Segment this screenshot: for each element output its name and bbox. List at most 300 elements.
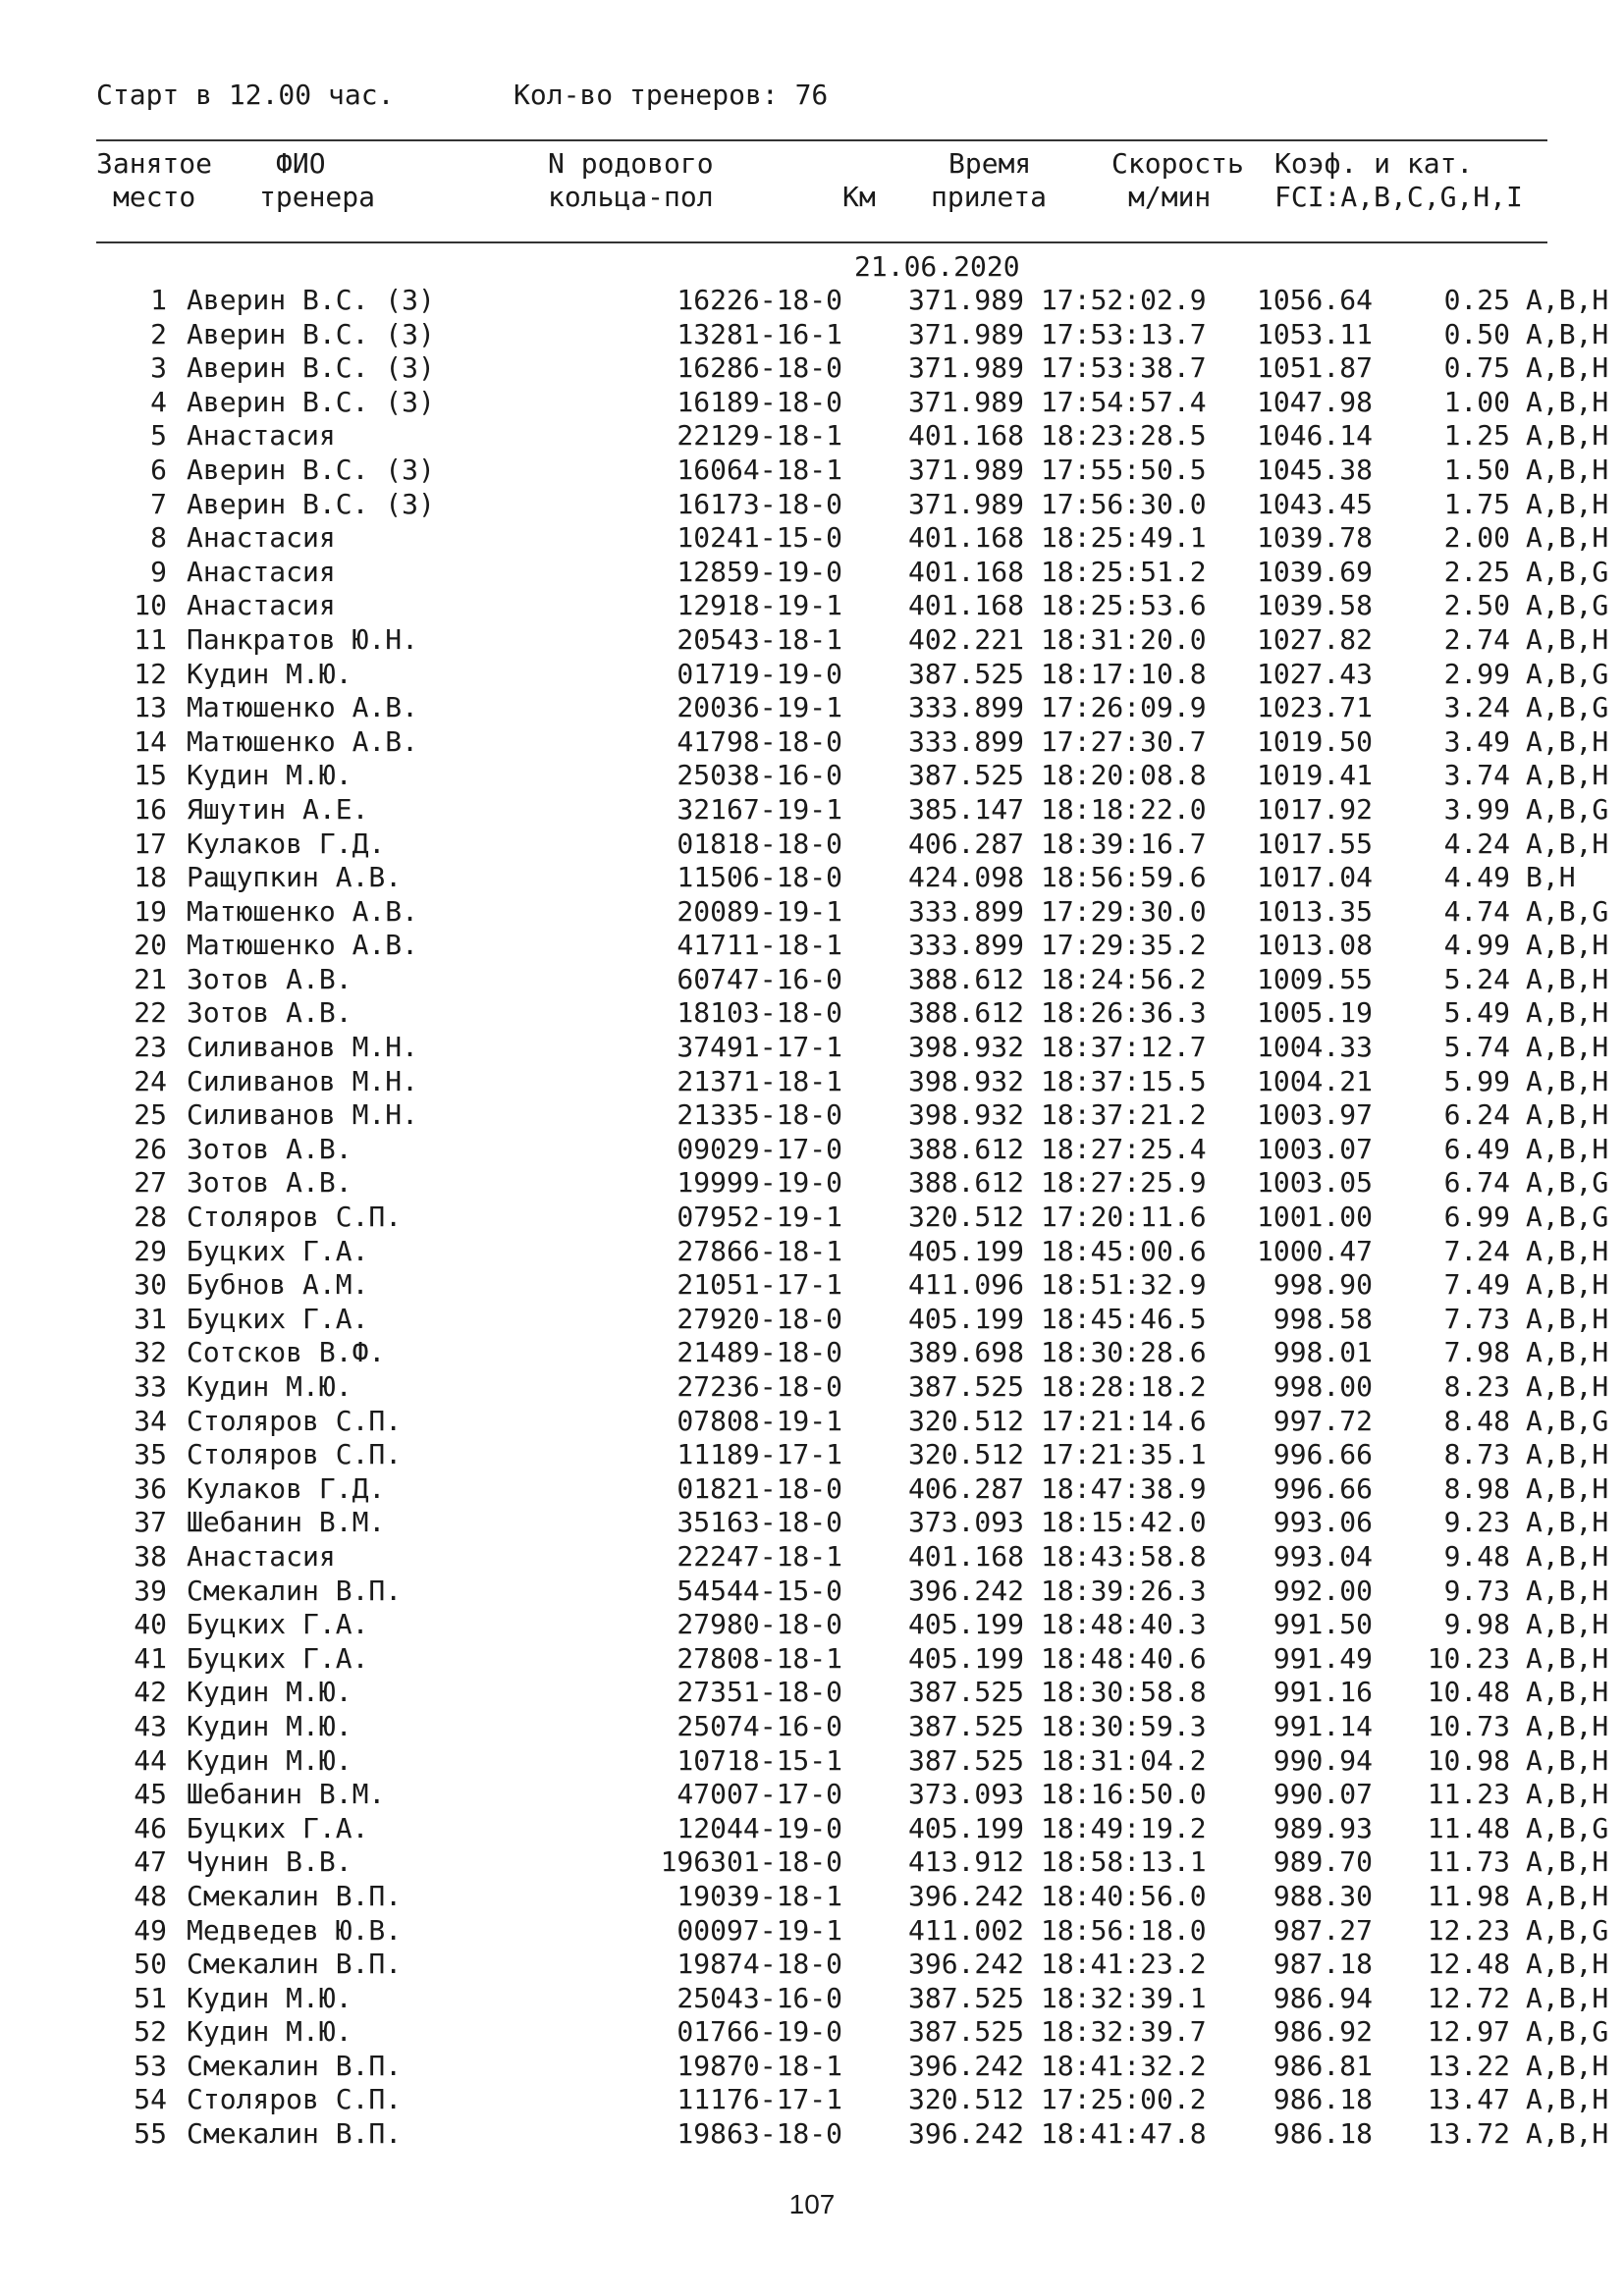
category-cell: A,B,G bbox=[1526, 1404, 1609, 1437]
speed-cell: 1039.58 bbox=[1256, 589, 1373, 622]
coefficient-cell: 11.23 bbox=[1427, 1778, 1510, 1811]
table-row bbox=[96, 1404, 1609, 1439]
distance-km-cell: 387.525 bbox=[907, 1676, 1024, 1709]
table-row bbox=[96, 1268, 1609, 1303]
speed-cell: 1047.98 bbox=[1256, 385, 1373, 418]
trainer-name-cell: Столяров С.П. bbox=[187, 1438, 403, 1471]
place-cell: 7 bbox=[150, 487, 167, 520]
speed-cell: 988.30 bbox=[1272, 1879, 1373, 1912]
ring-number-cell: 09029-17-0 bbox=[677, 1132, 842, 1165]
trainer-name-cell: Анастасия bbox=[187, 1539, 336, 1573]
place-cell: 44 bbox=[134, 1743, 167, 1777]
ring-number-cell: 01766-19-0 bbox=[677, 2015, 842, 2049]
speed-cell: 986.94 bbox=[1272, 1981, 1373, 2014]
trainer-name-cell: Аверин В.С. (З) bbox=[187, 453, 435, 486]
arrival-time-cell: 18:40:56.0 bbox=[1041, 1879, 1207, 1912]
coefficient-cell: 5.74 bbox=[1443, 1031, 1510, 1064]
category-cell: A,B,G bbox=[1526, 1201, 1609, 1234]
distance-km-cell: 371.989 bbox=[907, 351, 1024, 385]
category-cell: A,B,G bbox=[1526, 894, 1609, 928]
category-cell: A,B,H bbox=[1526, 1743, 1609, 1777]
arrival-time-cell: 18:23:28.5 bbox=[1041, 419, 1207, 453]
place-cell: 28 bbox=[134, 1201, 167, 1234]
place-cell: 5 bbox=[150, 419, 167, 453]
trainer-name-cell: Смекалин В.П. bbox=[187, 2049, 403, 2082]
trainer-name-cell: Ращупкин А.В. bbox=[187, 861, 403, 894]
place-cell: 38 bbox=[134, 1539, 167, 1573]
coefficient-cell: 8.48 bbox=[1443, 1404, 1510, 1437]
ring-number-cell: 35163-18-0 bbox=[677, 1506, 842, 1539]
ring-number-cell: 27351-18-0 bbox=[677, 1676, 842, 1709]
trainer-name-cell: Аверин В.С. (З) bbox=[187, 385, 435, 418]
speed-cell: 998.90 bbox=[1272, 1268, 1373, 1302]
distance-km-cell: 396.242 bbox=[907, 1879, 1024, 1912]
arrival-time-cell: 17:29:30.0 bbox=[1041, 894, 1207, 928]
arrival-time-cell: 18:30:58.8 bbox=[1041, 1676, 1207, 1709]
speed-cell: 1004.21 bbox=[1256, 1064, 1373, 1097]
place-cell: 41 bbox=[134, 1641, 167, 1675]
arrival-time-cell: 18:15:42.0 bbox=[1041, 1506, 1207, 1539]
arrival-time-cell: 18:31:04.2 bbox=[1041, 1743, 1207, 1777]
category-cell: A,B,H bbox=[1526, 453, 1609, 486]
arrival-time-cell: 18:41:23.2 bbox=[1041, 1948, 1207, 1981]
coefficient-cell: 13.47 bbox=[1427, 2083, 1510, 2116]
ring-number-cell: 11176-17-1 bbox=[677, 2083, 842, 2116]
distance-km-cell: 405.199 bbox=[907, 1234, 1024, 1267]
category-cell: A,B,H bbox=[1526, 419, 1609, 453]
distance-km-cell: 333.899 bbox=[907, 691, 1024, 724]
distance-km-cell: 373.093 bbox=[907, 1506, 1024, 1539]
speed-cell: 1017.92 bbox=[1256, 792, 1373, 826]
ring-number-cell: 01818-18-0 bbox=[677, 827, 842, 860]
category-cell: A,B,H bbox=[1526, 351, 1609, 385]
table-row bbox=[96, 861, 1576, 895]
col-place-line2: место bbox=[113, 181, 196, 213]
table-row bbox=[96, 1981, 1609, 2016]
trainer-name-cell: Силиванов М.Н. bbox=[187, 1098, 419, 1132]
col-place-line1: Занятое bbox=[96, 147, 213, 180]
ring-number-cell: 16226-18-0 bbox=[677, 284, 842, 316]
arrival-time-cell: 18:41:47.8 bbox=[1041, 2117, 1207, 2151]
coefficient-cell: 4.99 bbox=[1443, 929, 1510, 962]
category-cell: A,B,H bbox=[1526, 1608, 1609, 1641]
speed-cell: 1017.04 bbox=[1256, 861, 1373, 894]
arrival-time-cell: 18:27:25.4 bbox=[1041, 1132, 1207, 1165]
table-row bbox=[96, 2117, 1609, 2152]
arrival-time-cell: 18:26:36.3 bbox=[1041, 996, 1207, 1030]
arrival-time-cell: 18:24:56.2 bbox=[1041, 962, 1207, 995]
place-cell: 37 bbox=[134, 1506, 167, 1539]
place-cell: 29 bbox=[134, 1234, 167, 1267]
place-cell: 9 bbox=[150, 555, 167, 588]
speed-cell: 1019.41 bbox=[1256, 759, 1373, 792]
category-cell: A,B,H bbox=[1526, 317, 1609, 350]
coefficient-cell: 1.00 bbox=[1443, 385, 1510, 418]
ring-number-cell: 19874-18-0 bbox=[677, 1948, 842, 1981]
speed-cell: 1013.08 bbox=[1256, 929, 1373, 962]
coefficient-cell: 9.73 bbox=[1443, 1574, 1510, 1607]
coefficient-cell: 5.99 bbox=[1443, 1064, 1510, 1097]
place-cell: 3 bbox=[150, 351, 167, 385]
column-headers bbox=[96, 147, 1569, 226]
place-cell: 31 bbox=[134, 1302, 167, 1335]
category-cell: B,H bbox=[1526, 861, 1576, 894]
speed-cell: 1001.00 bbox=[1256, 1201, 1373, 1234]
trainer-name-cell: Анастасия bbox=[187, 589, 336, 622]
speed-cell: 998.00 bbox=[1272, 1370, 1373, 1403]
col-ring-line2: кольца-пол bbox=[548, 181, 714, 213]
place-cell: 52 bbox=[134, 2015, 167, 2049]
arrival-time-cell: 17:27:30.7 bbox=[1041, 724, 1207, 758]
coefficient-cell: 9.48 bbox=[1443, 1539, 1510, 1573]
category-cell: A,B,H bbox=[1526, 1268, 1609, 1302]
distance-km-cell: 333.899 bbox=[907, 929, 1024, 962]
arrival-time-cell: 18:25:49.1 bbox=[1041, 521, 1207, 555]
place-cell: 2 bbox=[150, 317, 167, 350]
ring-number-cell: 16173-18-0 bbox=[677, 487, 842, 520]
category-cell: A,B,H bbox=[1526, 1948, 1609, 1981]
distance-km-cell: 387.525 bbox=[907, 1981, 1024, 2014]
table-row bbox=[96, 284, 1609, 318]
category-cell: A,B,G bbox=[1526, 1811, 1609, 1844]
table-row bbox=[96, 1743, 1609, 1779]
trainer-name-cell: Яшутин А.Е. bbox=[187, 792, 369, 826]
distance-km-cell: 411.096 bbox=[907, 1268, 1024, 1302]
col-name-line2: тренера bbox=[259, 181, 376, 213]
arrival-time-cell: 17:52:02.9 bbox=[1041, 284, 1207, 316]
trainer-name-cell: Матюшенко А.В. bbox=[187, 929, 419, 962]
ring-number-cell: 22247-18-1 bbox=[677, 1539, 842, 1573]
distance-km-cell: 406.287 bbox=[907, 1471, 1024, 1505]
trainer-name-cell: Матюшенко А.В. bbox=[187, 724, 419, 758]
ring-number-cell: 07808-19-1 bbox=[677, 1404, 842, 1437]
page-number: 107 bbox=[788, 2189, 836, 2219]
coefficient-cell: 9.23 bbox=[1443, 1506, 1510, 1539]
arrival-time-cell: 18:27:25.9 bbox=[1041, 1166, 1207, 1200]
trainer-name-cell: Буцких Г.А. bbox=[187, 1302, 369, 1335]
ring-number-cell: 13281-16-1 bbox=[677, 317, 842, 350]
table-row bbox=[96, 1064, 1609, 1099]
speed-cell: 990.07 bbox=[1272, 1778, 1373, 1811]
category-cell: A,B,H bbox=[1526, 1132, 1609, 1165]
distance-km-cell: 373.093 bbox=[907, 1778, 1024, 1811]
category-cell: A,B,H bbox=[1526, 929, 1609, 962]
coefficient-cell: 3.99 bbox=[1443, 792, 1510, 826]
ring-number-cell: 00097-19-1 bbox=[677, 1913, 842, 1947]
coefficient-cell: 0.50 bbox=[1443, 317, 1510, 350]
category-cell: A,B,H bbox=[1526, 521, 1609, 555]
table-row bbox=[96, 351, 1609, 386]
category-cell: A,B,H bbox=[1526, 1676, 1609, 1709]
speed-cell: 986.81 bbox=[1272, 2049, 1373, 2082]
coefficient-cell: 1.75 bbox=[1443, 487, 1510, 520]
table-row bbox=[96, 792, 1609, 828]
speed-cell: 990.94 bbox=[1272, 1743, 1373, 1777]
col-name-line1: ФИО bbox=[276, 147, 326, 180]
ring-number-cell: 27866-18-1 bbox=[677, 1234, 842, 1267]
place-cell: 1 bbox=[150, 284, 167, 316]
table-row bbox=[96, 1845, 1609, 1880]
place-cell: 35 bbox=[134, 1438, 167, 1471]
table-row bbox=[96, 827, 1609, 862]
speed-cell: 1053.11 bbox=[1256, 317, 1373, 350]
trainer-name-cell: Смекалин В.П. bbox=[187, 1879, 403, 1912]
speed-cell: 993.06 bbox=[1272, 1506, 1373, 1539]
table-row bbox=[96, 1608, 1609, 1642]
coefficient-cell: 2.74 bbox=[1443, 622, 1510, 656]
coefficient-cell: 3.74 bbox=[1443, 759, 1510, 792]
distance-km-cell: 388.612 bbox=[907, 1132, 1024, 1165]
start-time: Старт в 12.00 час. bbox=[96, 79, 395, 111]
table-row bbox=[96, 759, 1609, 793]
trainer-name-cell: Зотов А.В. bbox=[187, 996, 352, 1030]
coefficient-cell: 8.98 bbox=[1443, 1471, 1510, 1505]
table-row bbox=[96, 1948, 1609, 1982]
arrival-time-cell: 18:56:18.0 bbox=[1041, 1913, 1207, 1947]
speed-cell: 1009.55 bbox=[1256, 962, 1373, 995]
coefficient-cell: 10.73 bbox=[1427, 1709, 1510, 1742]
place-cell: 49 bbox=[134, 1913, 167, 1947]
coefficient-cell: 2.99 bbox=[1443, 657, 1510, 690]
arrival-time-cell: 18:43:58.8 bbox=[1041, 1539, 1207, 1573]
ring-number-cell: 07952-19-1 bbox=[677, 1201, 842, 1234]
trainer-name-cell: Силиванов М.Н. bbox=[187, 1031, 419, 1064]
speed-cell: 986.18 bbox=[1272, 2083, 1373, 2116]
trainer-name-cell: Кудин М.Ю. bbox=[187, 759, 352, 792]
speed-cell: 1027.43 bbox=[1256, 657, 1373, 690]
table-row bbox=[96, 894, 1609, 930]
place-cell: 10 bbox=[134, 589, 167, 622]
coefficient-cell: 12.97 bbox=[1427, 2015, 1510, 2049]
table-row bbox=[96, 1234, 1609, 1269]
speed-cell: 991.50 bbox=[1272, 1608, 1373, 1641]
arrival-time-cell: 18:39:16.7 bbox=[1041, 827, 1207, 860]
coefficient-cell: 6.24 bbox=[1443, 1098, 1510, 1132]
ring-number-cell: 19999-19-0 bbox=[677, 1166, 842, 1200]
speed-cell: 996.66 bbox=[1272, 1471, 1373, 1505]
ring-number-cell: 20036-19-1 bbox=[677, 691, 842, 724]
ring-number-cell: 20089-19-1 bbox=[677, 894, 842, 928]
distance-km-cell: 398.932 bbox=[907, 1064, 1024, 1097]
trainer-name-cell: Смекалин В.П. bbox=[187, 1948, 403, 1981]
speed-cell: 1003.07 bbox=[1256, 1132, 1373, 1165]
trainer-name-cell: Аверин В.С. (З) bbox=[187, 487, 435, 520]
distance-km-cell: 388.612 bbox=[907, 996, 1024, 1030]
ring-number-cell: 41798-18-0 bbox=[677, 724, 842, 758]
table-row bbox=[96, 555, 1609, 590]
coefficient-cell: 7.24 bbox=[1443, 1234, 1510, 1267]
coefficient-cell: 13.22 bbox=[1427, 2049, 1510, 2082]
place-cell: 34 bbox=[134, 1404, 167, 1437]
table-row bbox=[96, 1438, 1609, 1472]
speed-cell: 1003.05 bbox=[1256, 1166, 1373, 1200]
distance-km-cell: 401.168 bbox=[907, 1539, 1024, 1573]
place-cell: 15 bbox=[134, 759, 167, 792]
ring-number-cell: 19870-18-1 bbox=[677, 2049, 842, 2082]
distance-km-cell: 320.512 bbox=[907, 1404, 1024, 1437]
ring-number-cell: 32167-19-1 bbox=[677, 792, 842, 826]
col-coef-line1: Коэф. и кат. bbox=[1274, 147, 1474, 180]
ring-number-cell: 27236-18-0 bbox=[677, 1370, 842, 1403]
distance-km-cell: 388.612 bbox=[907, 962, 1024, 995]
table-row bbox=[96, 1166, 1609, 1201]
coefficient-cell: 8.73 bbox=[1443, 1438, 1510, 1471]
arrival-time-cell: 18:49:19.2 bbox=[1041, 1811, 1207, 1844]
table-row bbox=[96, 1506, 1609, 1540]
place-cell: 8 bbox=[150, 521, 167, 555]
place-cell: 20 bbox=[134, 929, 167, 962]
ring-number-cell: 21051-17-1 bbox=[677, 1268, 842, 1302]
coefficient-cell: 10.98 bbox=[1427, 1743, 1510, 1777]
coefficient-cell: 2.00 bbox=[1443, 521, 1510, 555]
speed-cell: 986.92 bbox=[1272, 2015, 1373, 2049]
category-cell: A,B,H bbox=[1526, 827, 1609, 860]
table-row bbox=[96, 419, 1609, 454]
col-km: Км bbox=[842, 181, 876, 213]
table-row bbox=[96, 1336, 1609, 1370]
race-date: 21.06.2020 bbox=[854, 250, 1020, 283]
place-cell: 14 bbox=[134, 724, 167, 758]
trainer-name-cell: Кудин М.Ю. bbox=[187, 1370, 352, 1403]
category-cell: A,B,G bbox=[1526, 2015, 1609, 2049]
category-cell: A,B,H bbox=[1526, 1641, 1609, 1675]
table-row bbox=[96, 1098, 1609, 1133]
category-cell: A,B,G bbox=[1526, 555, 1609, 588]
arrival-time-cell: 18:45:00.6 bbox=[1041, 1234, 1207, 1267]
arrival-time-cell: 18:25:53.6 bbox=[1041, 589, 1207, 622]
trainer-name-cell: Панкратов Ю.Н. bbox=[187, 622, 419, 656]
ring-number-cell: 25074-16-0 bbox=[677, 1709, 842, 1742]
coefficient-cell: 6.49 bbox=[1443, 1132, 1510, 1165]
trainer-name-cell: Столяров С.П. bbox=[187, 1404, 403, 1437]
category-cell: A,B,H bbox=[1526, 2049, 1609, 2082]
distance-km-cell: 396.242 bbox=[907, 1574, 1024, 1607]
arrival-time-cell: 17:29:35.2 bbox=[1041, 929, 1207, 962]
place-cell: 32 bbox=[134, 1336, 167, 1369]
distance-km-cell: 387.525 bbox=[907, 2015, 1024, 2049]
ring-number-cell: 41711-18-1 bbox=[677, 929, 842, 962]
distance-km-cell: 387.525 bbox=[907, 1743, 1024, 1777]
table-row bbox=[96, 1778, 1609, 1812]
ring-number-cell: 16064-18-1 bbox=[677, 453, 842, 486]
speed-cell: 1005.19 bbox=[1256, 996, 1373, 1030]
category-cell: A,B,H bbox=[1526, 1471, 1609, 1505]
place-cell: 46 bbox=[134, 1811, 167, 1844]
coefficient-cell: 10.23 bbox=[1427, 1641, 1510, 1675]
trainer-name-cell: Анастасия bbox=[187, 419, 336, 453]
table-row bbox=[96, 1201, 1609, 1235]
ring-number-cell: 27808-18-1 bbox=[677, 1641, 842, 1675]
coefficient-cell: 0.25 bbox=[1443, 284, 1510, 316]
category-cell: A,B,G bbox=[1526, 691, 1609, 724]
coefficient-cell: 3.24 bbox=[1443, 691, 1510, 724]
table-row bbox=[96, 622, 1609, 658]
ring-number-cell: 60747-16-0 bbox=[677, 962, 842, 995]
table-row bbox=[96, 2083, 1609, 2117]
distance-km-cell: 405.199 bbox=[907, 1811, 1024, 1844]
place-cell: 21 bbox=[134, 962, 167, 995]
table-row bbox=[96, 1709, 1609, 1744]
distance-km-cell: 405.199 bbox=[907, 1608, 1024, 1641]
table-row bbox=[96, 385, 1609, 420]
ring-number-cell: 19863-18-0 bbox=[677, 2117, 842, 2151]
coefficient-cell: 7.49 bbox=[1443, 1268, 1510, 1302]
place-cell: 12 bbox=[134, 657, 167, 690]
coefficient-cell: 12.48 bbox=[1427, 1948, 1510, 1981]
category-cell: A,B,H bbox=[1526, 1506, 1609, 1539]
place-cell: 4 bbox=[150, 385, 167, 418]
category-cell: A,B,H bbox=[1526, 724, 1609, 758]
arrival-time-cell: 17:53:13.7 bbox=[1041, 317, 1207, 350]
coefficient-cell: 4.74 bbox=[1443, 894, 1510, 928]
ring-number-cell: 16189-18-0 bbox=[677, 385, 842, 418]
coefficient-cell: 11.73 bbox=[1427, 1845, 1510, 1879]
arrival-time-cell: 18:32:39.1 bbox=[1041, 1981, 1207, 2014]
col-ring-line1: N родового bbox=[548, 147, 714, 180]
trainer-name-cell: Анастасия bbox=[187, 521, 336, 555]
table-row bbox=[96, 1879, 1609, 1914]
arrival-time-cell: 18:30:59.3 bbox=[1041, 1709, 1207, 1742]
col-time-line2: прилета bbox=[931, 181, 1048, 213]
trainer-name-cell: Кудин М.Ю. bbox=[187, 2015, 352, 2049]
speed-cell: 1051.87 bbox=[1256, 351, 1373, 385]
distance-km-cell: 396.242 bbox=[907, 1948, 1024, 1981]
arrival-time-cell: 18:37:12.7 bbox=[1041, 1031, 1207, 1064]
distance-km-cell: 333.899 bbox=[907, 724, 1024, 758]
top-divider bbox=[96, 139, 1547, 141]
ring-number-cell: 01821-18-0 bbox=[677, 1471, 842, 1505]
trainer-name-cell: Аверин В.С. (З) bbox=[187, 317, 435, 350]
col-time-line1: Время bbox=[948, 147, 1032, 180]
category-cell: A,B,G bbox=[1526, 1166, 1609, 1200]
trainer-name-cell: Чунин В.В. bbox=[187, 1845, 352, 1879]
trainer-name-cell: Смекалин В.П. bbox=[187, 2117, 403, 2151]
speed-cell: 1046.14 bbox=[1256, 419, 1373, 453]
trainer-name-cell: Зотов А.В. bbox=[187, 1166, 352, 1200]
ring-number-cell: 11506-18-0 bbox=[677, 861, 842, 894]
table-row bbox=[96, 691, 1609, 725]
coefficient-cell: 6.74 bbox=[1443, 1166, 1510, 1200]
table-row bbox=[96, 962, 1609, 997]
arrival-time-cell: 17:21:35.1 bbox=[1041, 1438, 1207, 1471]
coefficient-cell: 1.50 bbox=[1443, 453, 1510, 486]
trainer-name-cell: Буцких Г.А. bbox=[187, 1811, 369, 1844]
table-row bbox=[96, 929, 1609, 963]
distance-km-cell: 389.698 bbox=[907, 1336, 1024, 1369]
arrival-time-cell: 18:48:40.3 bbox=[1041, 1608, 1207, 1641]
speed-cell: 991.49 bbox=[1272, 1641, 1373, 1675]
place-cell: 47 bbox=[134, 1845, 167, 1879]
table-row bbox=[96, 453, 1609, 488]
arrival-time-cell: 18:48:40.6 bbox=[1041, 1641, 1207, 1675]
results-table bbox=[96, 284, 1609, 2152]
category-cell: A,B,H bbox=[1526, 1098, 1609, 1132]
distance-km-cell: 333.899 bbox=[907, 894, 1024, 928]
coefficient-cell: 10.48 bbox=[1427, 1676, 1510, 1709]
category-cell: A,B,H bbox=[1526, 1336, 1609, 1369]
speed-cell: 1056.64 bbox=[1256, 284, 1373, 316]
speed-cell: 1027.82 bbox=[1256, 622, 1373, 656]
arrival-time-cell: 17:53:38.7 bbox=[1041, 351, 1207, 385]
coefficient-cell: 3.49 bbox=[1443, 724, 1510, 758]
distance-km-cell: 387.525 bbox=[907, 1709, 1024, 1742]
trainer-name-cell: Матюшенко А.В. bbox=[187, 894, 419, 928]
distance-km-cell: 387.525 bbox=[907, 759, 1024, 792]
ring-number-cell: 37491-17-1 bbox=[677, 1031, 842, 1064]
speed-cell: 989.93 bbox=[1272, 1811, 1373, 1844]
table-row bbox=[96, 317, 1609, 352]
trainer-name-cell: Кулаков Г.Д. bbox=[187, 1471, 386, 1505]
